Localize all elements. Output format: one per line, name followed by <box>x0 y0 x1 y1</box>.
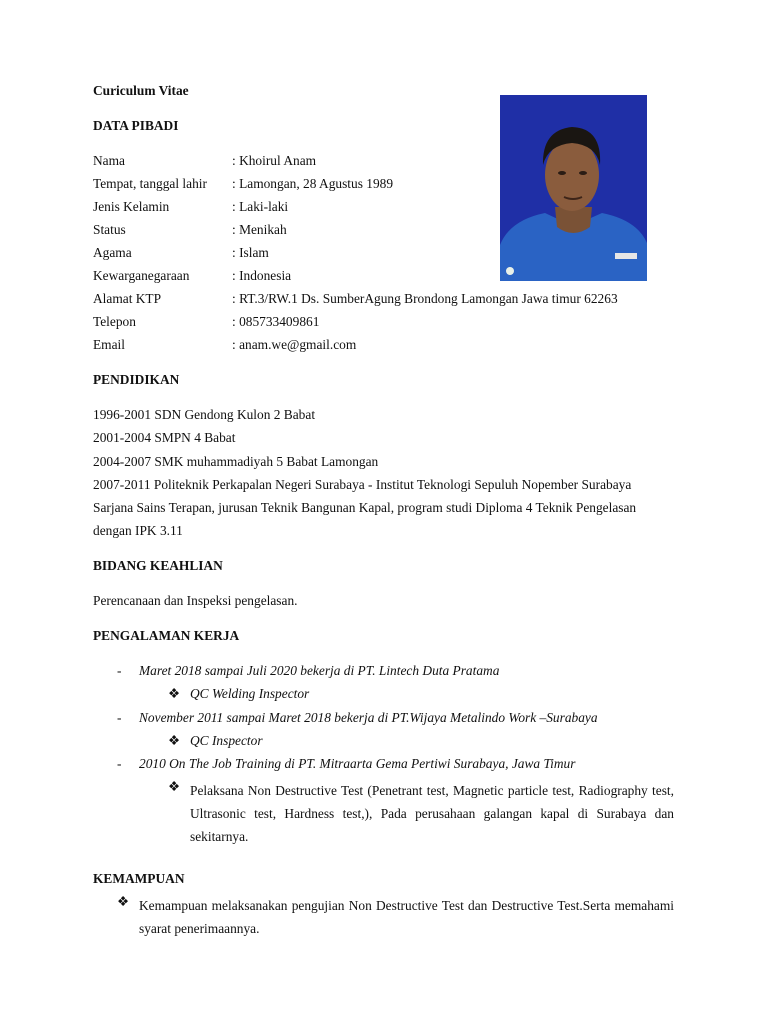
diamond-bullet: ❖ <box>117 894 130 909</box>
dash-marker: - <box>117 756 122 771</box>
label-ttl: Tempat, tanggal lahir <box>93 176 207 191</box>
education-line: 2001-2004 SMPN 4 Babat <box>93 430 236 445</box>
photo-face <box>545 139 599 211</box>
experience-heading: PENGALAMAN KERJA <box>93 628 240 643</box>
photo-eye-right <box>579 171 587 175</box>
value-religion: : Islam <box>232 245 269 260</box>
label-phone: Telepon <box>93 314 136 329</box>
experience-role: Pelaksana Non Destructive Test (Penetrant test, Magnetic particle test, Radiography test, Ultrasonic test, Hardness test,), Pada perusahaan galangan kapal di Surabaya dan sekitarnya. <box>190 783 674 844</box>
label-status: Status <box>93 222 126 237</box>
label-nama: Nama <box>93 153 125 168</box>
label-religion: Agama <box>93 245 132 260</box>
document-title: Curiculum Vitae <box>93 83 189 98</box>
photo-eye-left <box>558 171 566 175</box>
value-nationality: : Indonesia <box>232 268 292 283</box>
education-line: dengan IPK 3.11 <box>93 523 183 538</box>
value-nama: : Khoirul Anam <box>232 153 317 168</box>
value-gender: : Laki-laki <box>232 199 289 214</box>
value-address: : RT.3/RW.1 Ds. SumberAgung Brondong Lamongan Jawa timur 62263 <box>232 291 618 306</box>
value-email: : anam.we@gmail.com <box>232 337 357 352</box>
dash-marker: - <box>117 663 122 678</box>
diamond-bullet: ❖ <box>168 733 181 748</box>
label-email: Email <box>93 337 125 352</box>
education-line: 2007-2011 Politeknik Perkapalan Negeri Surabaya - Institut Teknologi Sepuluh Nopember Surabaya <box>93 477 632 492</box>
expertise-text: Perencanaan dan Inspeksi pengelasan. <box>93 593 298 608</box>
portrait-photo <box>500 95 647 281</box>
education-line: 1996-2001 SDN Gendong Kulon 2 Babat <box>93 407 316 422</box>
label-nationality: Kewarganegaraan <box>93 268 190 283</box>
dash-marker: - <box>117 710 122 725</box>
experience-role: QC Welding Inspector <box>190 686 310 701</box>
expertise-heading: BIDANG KEAHLIAN <box>93 558 223 573</box>
label-gender: Jenis Kelamin <box>93 199 170 214</box>
value-status: : Menikah <box>232 222 287 237</box>
experience-item: Maret 2018 sampai Juli 2020 bekerja di PT. Lintech Duta Pratama <box>139 663 500 678</box>
ability-heading: KEMAMPUAN <box>93 871 185 886</box>
label-address: Alamat KTP <box>93 291 162 306</box>
experience-item: 2010 On The Job Training di PT. Mitraarta Gema Pertiwi Surabaya, Jawa Timur <box>139 756 576 771</box>
experience-role: QC Inspector <box>190 733 263 748</box>
ability-text: Kemampuan melaksanakan pengujian Non Destructive Test dan Destructive Test.Serta memahami syarat penerimaannya. <box>139 898 674 936</box>
photo-badge <box>615 253 637 259</box>
education-line: 2004-2007 SMK muhammadiyah 5 Babat Lamongan <box>93 454 379 469</box>
experience-item: November 2011 sampai Maret 2018 bekerja di PT.Wijaya Metalindo Work –Surabaya <box>139 710 598 725</box>
education-heading: PENDIDIKAN <box>93 372 180 387</box>
diamond-bullet: ❖ <box>168 686 181 701</box>
education-line: Sarjana Sains Terapan, jurusan Teknik Bangunan Kapal, program studi Diploma 4 Teknik Pengelasan <box>93 500 637 515</box>
diamond-bullet: ❖ <box>168 779 181 794</box>
personal-heading: DATA PIBADI <box>93 118 179 133</box>
photo-logo <box>506 267 514 275</box>
portrait-image <box>500 95 647 281</box>
value-ttl: : Lamongan, 28 Agustus 1989 <box>232 176 394 191</box>
value-phone: : 085733409861 <box>232 314 320 329</box>
